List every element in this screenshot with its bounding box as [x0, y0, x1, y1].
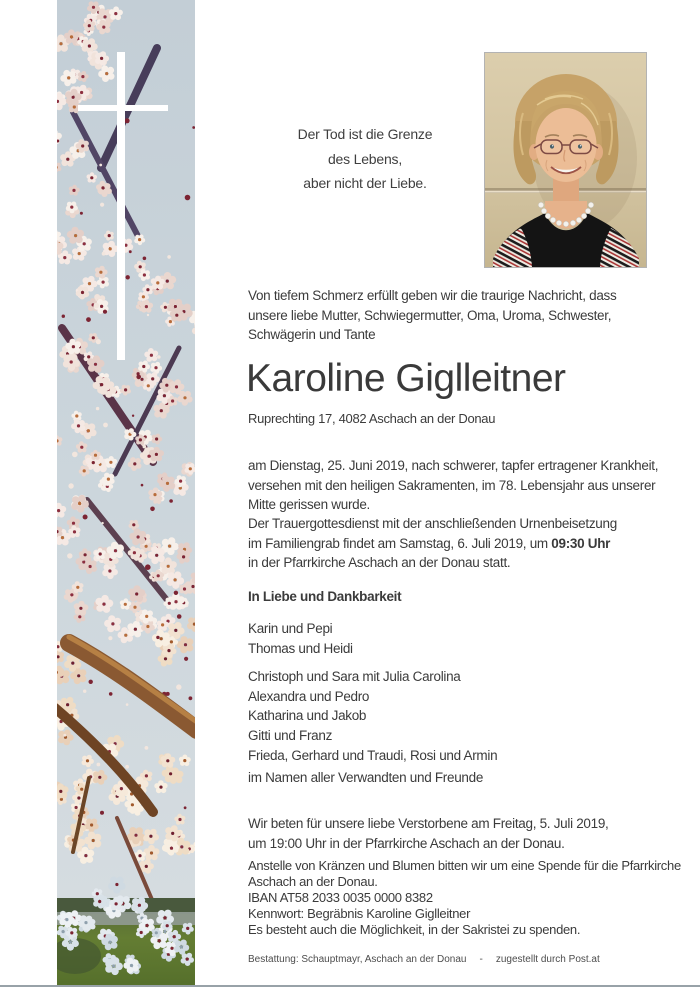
portrait-graphic — [485, 53, 646, 267]
prayer-info — [248, 814, 609, 853]
donation-info — [248, 858, 681, 938]
donation-line: Anstelle von Kränzen und Blumen bitten wir um eine Spende für die Pfarrkirche — [248, 858, 681, 873]
memorial-quote — [225, 122, 505, 196]
death-notice-line: versehen mit den heiligen Sakramenten, im 78. Lebensjahr aus unserer — [248, 477, 656, 493]
footer-undertaker: Bestattung: Schauptmayr, Aschach an der Donau — [248, 954, 467, 965]
mourners-group-2 — [248, 667, 461, 726]
gratitude-heading: In Liebe und Dankbarkeit — [248, 589, 402, 604]
intro-line: Schwägerin und Tante — [248, 327, 376, 342]
mourners-group-3 — [248, 726, 497, 765]
service-line: Der Trauergottesdienst mit der anschließenden Urnenbeisetzung — [248, 516, 617, 531]
prayer-line: um 19:00 Uhr in der Pfarrkirche Aschach an der Donau. — [248, 835, 565, 851]
announcement-intro — [248, 286, 616, 345]
service-line — [248, 534, 617, 554]
footer — [248, 954, 600, 965]
mourner-line: Christoph und Sara mit Julia Carolina — [248, 669, 461, 684]
service-line: in der Pfarrkirche Aschach an der Donau statt. — [248, 555, 511, 570]
quote-line: aber nicht der Liebe. — [303, 175, 427, 191]
mourner-line: Alexandra und Pedro — [248, 688, 370, 704]
service-time: 09:30 Uhr — [551, 535, 611, 551]
mourner-line: Gitti und Franz — [248, 728, 333, 743]
death-notice-line: Mitte gerissen wurde. — [248, 497, 371, 512]
deceased-address: Ruprechting 17, 4082 Aschach an der Donau — [248, 411, 496, 426]
death-notice-line: am Dienstag, 25. Juni 2019, nach schwerer, tapfer ertragener Krankheit, — [248, 458, 659, 473]
donation-line: Aschach an der Donau. — [248, 874, 378, 889]
blossom-photo-sidebar — [57, 0, 195, 987]
intro-line: unsere liebe Mutter, Schwiegermutter, Oma, Uroma, Schwester, — [248, 307, 612, 323]
mourners-closing: im Namen aller Verwandten und Freunde — [248, 770, 484, 785]
death-notice — [248, 456, 658, 515]
mourner-line: Karin und Pepi — [248, 621, 333, 636]
donation-line: Es besteht auch die Möglichkeit, in der Sakristei zu spenden. — [248, 922, 581, 937]
service-line-text: im Familiengrab findet am Samstag, 6. Juli 2019, um — [248, 535, 552, 551]
donation-iban: IBAN AT58 2033 0035 0000 8382 — [248, 890, 433, 905]
intro-line: Von tiefem Schmerz erfüllt geben wir die traurige Nachricht, dass — [248, 288, 617, 303]
quote-line: des Lebens, — [327, 150, 403, 167]
prayer-line: Wir beten für unsere liebe Verstorbene am Freitag, 5. Juli 2019, — [248, 816, 609, 831]
mourner-line: Frieda, Gerhard und Traudi, Rosi und Armin — [248, 747, 498, 763]
mourner-line: Katharina und Jakob — [248, 708, 367, 723]
donation-keyword: Kennwort: Begräbnis Karoline Giglleitner — [248, 906, 471, 921]
footer-delivery: zugestellt durch Post.at — [495, 954, 600, 965]
portrait-photo — [484, 52, 647, 268]
deceased-name: Karoline Giglleitner — [246, 357, 566, 400]
bottom-rule — [0, 985, 700, 987]
funeral-service-info — [248, 514, 617, 573]
footer-separator: - — [479, 954, 483, 965]
mourner-line: Thomas und Heidi — [248, 640, 353, 656]
quote-line: Der Tod ist die Grenze — [297, 126, 433, 142]
mourners-group-1 — [248, 619, 353, 658]
blossom-photo — [57, 0, 195, 987]
